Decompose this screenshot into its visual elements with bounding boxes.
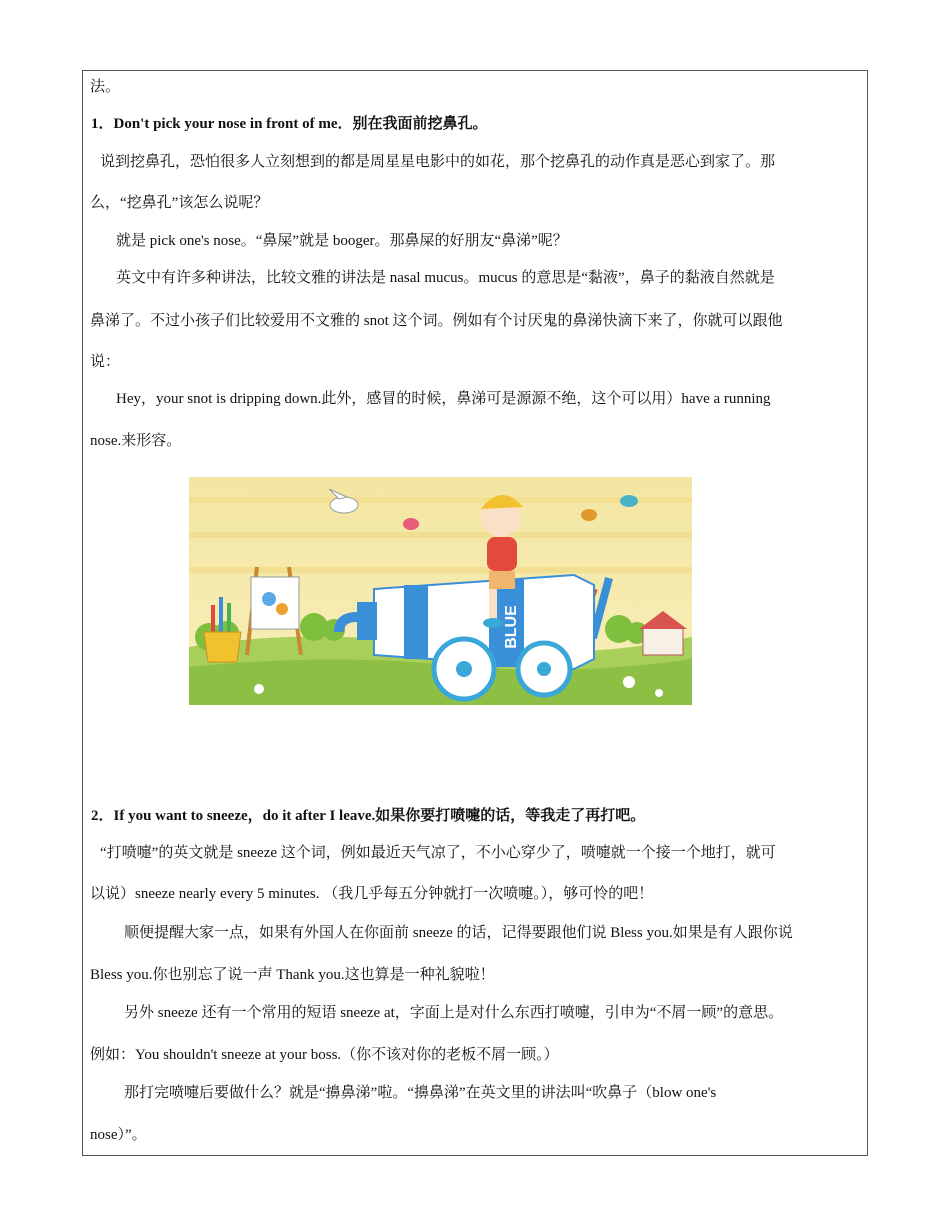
bird-icon xyxy=(581,509,597,521)
text-line: 另外 sneeze 还有一个常用的短语 sneeze at，字面上是对什么东西打喷嚏，引申为“不屑一顾”的意思。 xyxy=(124,1005,784,1021)
section-heading-1: 1．Don't pick your nose in front of me．别在我面前挖鼻孔。 xyxy=(91,116,488,132)
section-heading-2: 2．If you want to sneeze，do it after I leave.如果你要打喷嚏的话，等我走了再打吧。 xyxy=(91,808,646,824)
bird-icon xyxy=(403,518,419,530)
text-line: 说到挖鼻孔，恐怕很多人立刻想到的都是周星星电影中的如花，那个挖鼻孔的动作真是恶心到家了。那 xyxy=(100,154,776,170)
text-line: 英文中有许多种讲法，比较文雅的讲法是 nasal mucus。mucus 的意思是“黏液”，鼻子的黏液自然就是 xyxy=(116,270,775,286)
text-line: 就是 pick one's nose。“鼻屎”就是 booger。那鼻屎的好朋友“鼻涕”呢？ xyxy=(116,233,568,249)
text-line: 么，“挖鼻孔”该怎么说呢？ xyxy=(90,195,269,211)
text-line: nose）”。 xyxy=(90,1127,147,1143)
text-line: 法。 xyxy=(90,79,121,95)
tube-label: BLUE xyxy=(503,605,520,649)
text-line: Bless you.你也别忘了说一声 Thank you.这也算是一种礼貌啦！ xyxy=(90,967,495,983)
text-line: 说： xyxy=(90,354,121,370)
cartoon-illustration xyxy=(189,477,692,705)
text-line: 顺便提醒大家一点，如果有外国人在你面前 sneeze 的话，记得要跟他们说 Bless you.如果是有人跟你说 xyxy=(124,925,793,941)
text-line: nose.来形容。 xyxy=(90,433,182,449)
text-line: 以说）sneeze nearly every 5 minutes. （我几乎每五分钟就打一次喷嚏。），够可怜的吧！ xyxy=(90,886,654,902)
text-line: 例如：You shouldn't sneeze at your boss.（你不该对你的老板不屑一顾。） xyxy=(90,1047,559,1063)
text-line: “打喷嚏”的英文就是 sneeze 这个词，例如最近天气凉了，不小心穿少了，喷嚏就一个接一个地打，就可 xyxy=(100,845,776,861)
text-line: 鼻涕了。不过小孩子们比较爱用不文雅的 snot 这个词。例如有个讨厌鬼的鼻涕快滴下来了，你就可以跟他 xyxy=(90,313,783,329)
bird-icon xyxy=(620,495,638,507)
text-line: 那打完喷嚏后要做什么？就是“擤鼻涕”啦。“擤鼻涕”在英文里的讲法叫“吹鼻子（blow one's xyxy=(124,1085,717,1101)
text-line: Hey，your snot is dripping down.此外，感冒的时候，鼻涕可是源源不绝，这个可以用）have a running xyxy=(116,391,771,407)
